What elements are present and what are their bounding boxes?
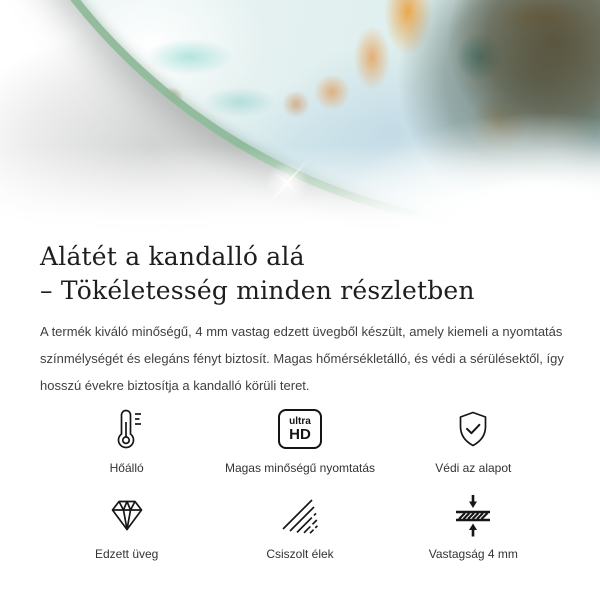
- feature-heat-resistant: [40, 405, 213, 475]
- thickness-4mm-icon: [451, 491, 495, 539]
- diamond-icon: [107, 491, 147, 539]
- page-title: [40, 240, 560, 308]
- feature-protects-base: [387, 405, 560, 475]
- feature-label: Vastagság 4 mm: [428, 547, 518, 561]
- page-title-line2: – Tökéletesség minden részletben: [40, 276, 475, 305]
- feature-label: Edzett üveg: [94, 547, 159, 561]
- shield-check-icon: [453, 405, 493, 453]
- ultra-hd-badge-top: ultra: [289, 416, 311, 427]
- feature-polished-edges: [213, 491, 386, 561]
- feature-thickness-4mm: [387, 491, 560, 561]
- product-description: A termék kiváló minőségű, 4 mm vastag edzett üvegből készült, amely kiemeli a nyomtatás színmélységét és elegáns fényt biztosít. Magas hőmérsékletálló, és védi a sérülésektől, így hosszú évekre biztosítja a kandalló körüli teret.: [40, 324, 564, 393]
- page-title-line1: Alátét a kandalló alá: [40, 242, 305, 271]
- polished-edges-icon: [278, 491, 322, 539]
- feature-grid: [40, 405, 560, 561]
- feature-label: Csiszolt élek: [266, 547, 334, 561]
- product-content: [0, 240, 600, 561]
- feature-label: Magas minőségű nyomtatás: [224, 461, 376, 475]
- product-hero: [0, 0, 600, 238]
- thermometer-icon: [107, 405, 147, 453]
- feature-tempered-glass: [40, 491, 213, 561]
- feature-ultra-hd-print: [213, 405, 386, 475]
- feature-label: Védi az alapot: [435, 461, 512, 475]
- feature-label: Hőálló: [109, 461, 144, 475]
- ultra-hd-badge-bottom: HD: [289, 426, 311, 443]
- ultra-hd-icon: [278, 405, 322, 453]
